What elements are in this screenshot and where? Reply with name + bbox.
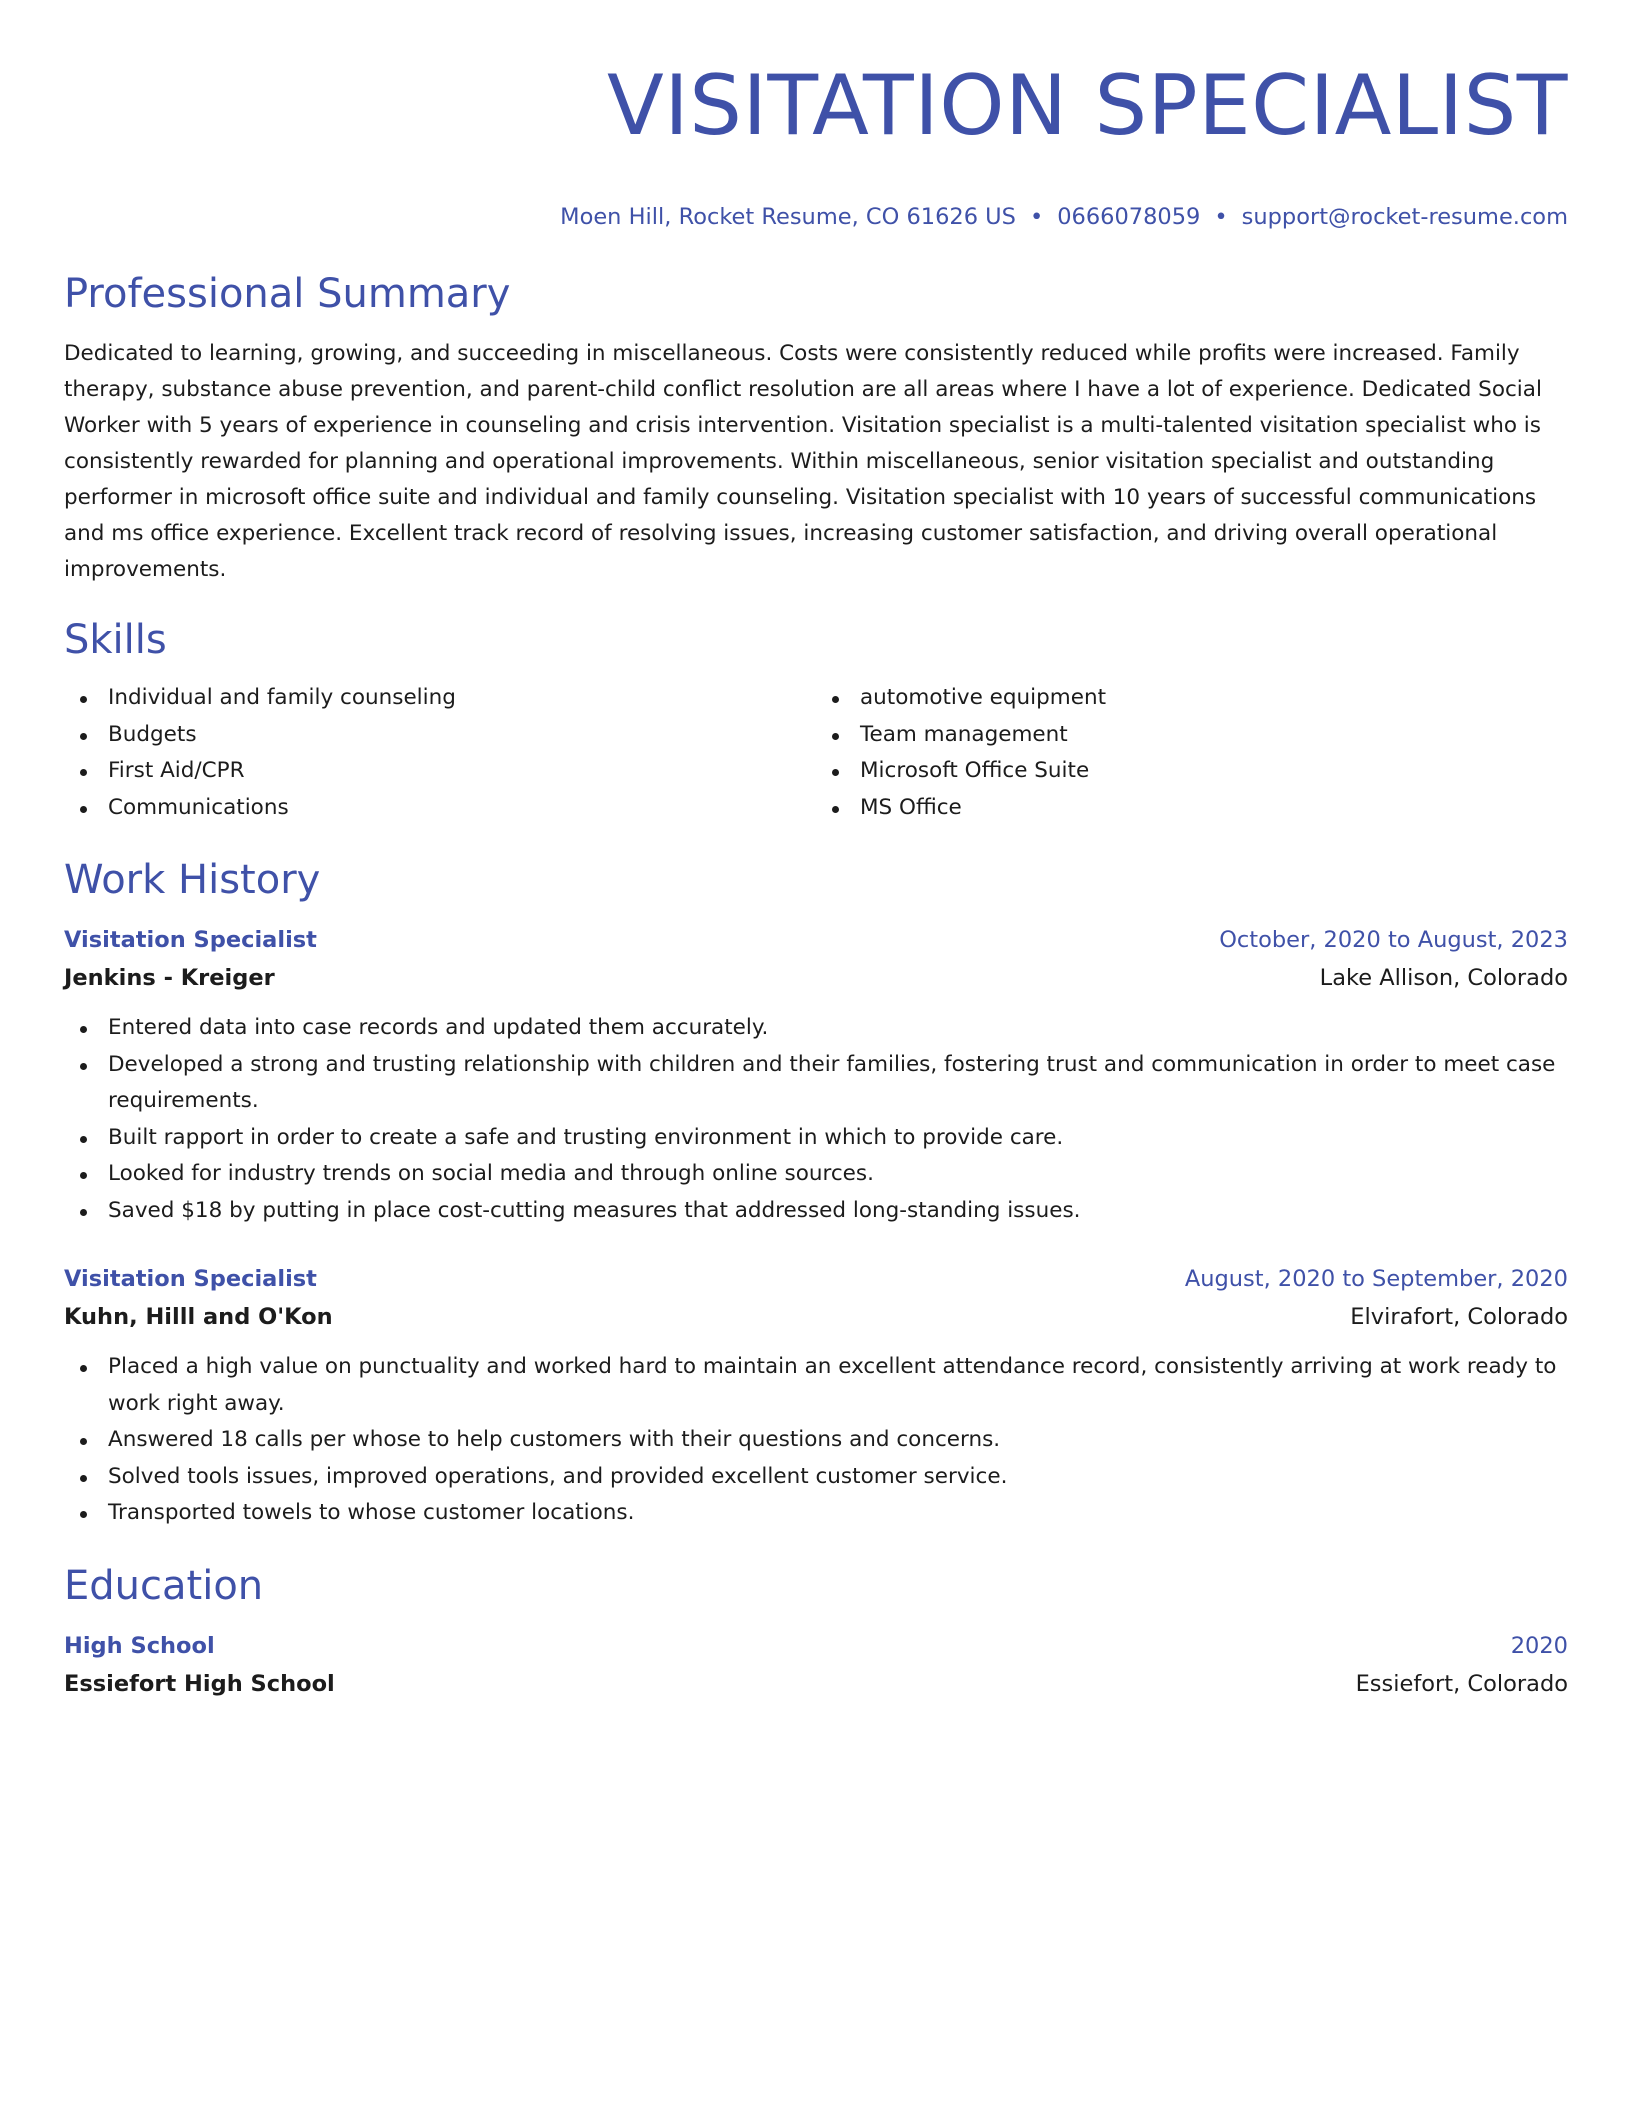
resume-header: [64, 56, 1568, 232]
job-location: Lake Allison, Colorado: [1319, 965, 1568, 991]
job-bullets: [64, 1349, 1568, 1532]
job-header-row: [64, 1261, 1568, 1297]
skills-heading: Skills: [64, 617, 167, 663]
job-company-row: [64, 958, 1568, 998]
skill-item: Communications: [64, 790, 816, 827]
education-year: 2020: [1510, 1632, 1568, 1659]
job-bullet: Entered data into case records and updated them accurately.: [64, 1010, 1568, 1047]
job-bullet: Answered 18 calls per whose to help customers with their questions and concerns.: [64, 1422, 1568, 1459]
job-bullet: Placed a high value on punctuality and worked hard to maintain an excellent attendance record, consistently arriving at work ready to work right away.: [64, 1349, 1568, 1422]
education-school-row: [64, 1664, 1568, 1704]
skill-item: MS Office: [816, 790, 1568, 827]
contact-address: Moen Hill, Rocket Resume, CO 61626 US: [560, 204, 1016, 230]
job-dates: October, 2020 to August, 2023: [1219, 927, 1568, 953]
education-heading: Education: [64, 1562, 264, 1609]
skill-item: Team management: [816, 717, 1568, 754]
job-company: Kuhn, Hilll and O'Kon: [64, 1304, 333, 1330]
job-bullet: Looked for industry trends on social media and through online sources.: [64, 1156, 1568, 1193]
contact-separator: •: [1029, 204, 1044, 230]
job-entry: [64, 922, 1568, 1229]
job-entry: [64, 1261, 1568, 1532]
job-bullet: Saved $18 by putting in place cost-cutting measures that addressed long-standing issues.: [64, 1193, 1568, 1230]
education-header-row: [64, 1628, 1568, 1664]
work-history-heading: Work History: [64, 857, 321, 903]
education-location: Essiefort, Colorado: [1355, 1670, 1568, 1697]
contact-email: support@rocket-resume.com: [1241, 204, 1568, 230]
job-bullet: Built rapport in order to create a safe and trusting environment in which to provide care.: [64, 1120, 1568, 1157]
skill-item: automotive equipment: [816, 680, 1568, 717]
job-bullet: Transported towels to whose customer locations.: [64, 1495, 1568, 1532]
skill-item: Budgets: [64, 717, 816, 754]
skill-item: First Aid/CPR: [64, 753, 816, 790]
job-company-row: [64, 1297, 1568, 1337]
contact-separator: •: [1214, 204, 1228, 230]
candidate-title: VISITATION SPECIALIST: [607, 57, 1568, 154]
summary-text: Dedicated to learning, growing, and succeeding in miscellaneous. Costs were consistently reduced while profits were increased. Family therapy, substance abuse prevention, and parent-child conflict resolution are all areas where I have a lot of experience. Dedicated Social Worker with 5 years of experience in counseling and crisis intervention. Visitation specialist is a multi-talented visitation specialist who is consistently rewarded for planning and operational improvements. Within miscellaneous, senior visitation specialist and outstanding performer in microsoft office suite and individual and family counseling. Visitation specialist with 10 years of successful communications and ms office experience. Excellent track record of resolving issues, increasing customer satisfaction, and driving overall operational improvements.: [64, 341, 1542, 582]
skills-list: [64, 680, 1568, 826]
job-location: Elvirafort, Colorado: [1350, 1304, 1568, 1330]
skill-item: Individual and family counseling: [64, 680, 816, 717]
job-dates: August, 2020 to September, 2020: [1184, 1266, 1568, 1292]
job-bullets: [64, 1010, 1568, 1229]
contact-phone: 0666078059: [1057, 204, 1201, 230]
summary-heading: Professional Summary: [64, 271, 511, 317]
job-bullet: Solved tools issues, improved operations, and provided excellent customer service.: [64, 1459, 1568, 1496]
education-entry: [64, 1628, 1568, 1704]
skill-item: Microsoft Office Suite: [816, 753, 1568, 790]
job-header-row: [64, 922, 1568, 958]
skills-column-right: [816, 680, 1568, 826]
education-school: Essiefort High School: [64, 1670, 335, 1697]
job-bullet: Developed a strong and trusting relationship with children and their families, fostering trust and communication in order to meet case requirements.: [64, 1047, 1568, 1120]
job-title: Visitation Specialist: [64, 927, 317, 953]
skills-column-left: [64, 680, 816, 826]
contact-line: [64, 202, 1568, 232]
job-company: Jenkins - Kreiger: [64, 965, 275, 991]
job-title: Visitation Specialist: [64, 1266, 317, 1292]
education-degree: High School: [64, 1632, 215, 1659]
